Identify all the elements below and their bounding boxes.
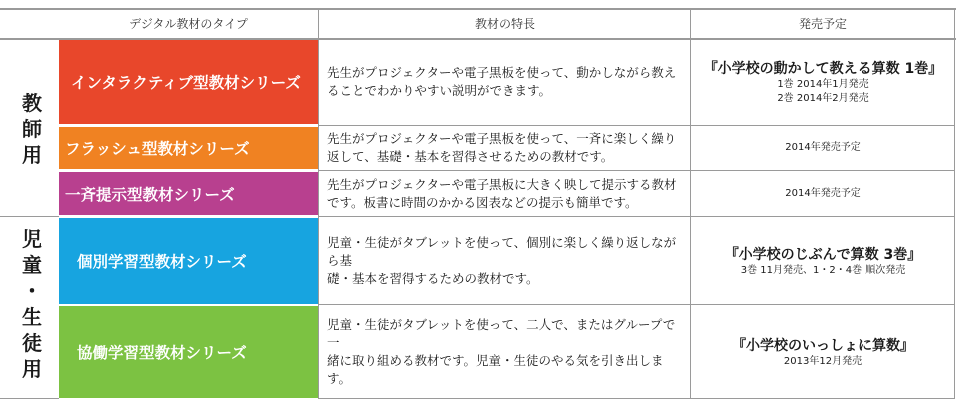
- feature-line: 児童・生徒がタブレットを使って、個別に楽しく繰り返しながら基: [327, 234, 677, 268]
- divider: [690, 10, 691, 399]
- type-label: フラッシュ型教材シリーズ: [65, 140, 250, 158]
- type-flash: [59, 127, 318, 169]
- feature-line: 先生がプロジェクターや電子黒板に大きく映して提示する教材: [327, 176, 677, 192]
- type-label: インタラクティブ型教材シリーズ: [71, 74, 301, 92]
- feature-flash: [320, 126, 690, 170]
- release-flash: [692, 126, 954, 170]
- release-line: 2013年12月発売: [783, 355, 863, 367]
- feature-line: です。板書に時間のかかる図表などの提示も簡単です。: [327, 194, 638, 210]
- feature-individual: [320, 217, 690, 304]
- feature-line: 礎・基本を習得するための教材です。: [327, 270, 539, 286]
- feature-interactive: [320, 40, 690, 124]
- type-label: 個別学習型教材シリーズ: [77, 253, 247, 271]
- feature-line: 児童・生徒がタブレットを使って、二人で、またはグループで一: [327, 316, 676, 350]
- divider: [0, 398, 59, 399]
- type-presentation: [59, 172, 318, 215]
- release-presentation: [692, 171, 954, 216]
- type-label: 協働学習型教材シリーズ: [77, 344, 247, 362]
- release-title: 『小学校のじぶんで算数 3巻』: [724, 246, 922, 263]
- release-individual: [692, 217, 954, 304]
- table-header: [0, 8, 956, 40]
- divider: [318, 398, 955, 399]
- release-title: 『小学校のいっしょに算数』: [732, 337, 914, 354]
- release-line: 2巻 2014年2月発売: [777, 93, 869, 104]
- header-release: 発売予定: [798, 17, 847, 31]
- release-collaborative: [692, 305, 954, 398]
- feature-line: 先生がプロジェクターや電子黒板を使って、一斉に楽しく繰り: [327, 131, 677, 146]
- divider: [954, 10, 955, 399]
- type-individual: [59, 218, 318, 304]
- release-line: 2014年発売予定: [785, 142, 861, 153]
- release-line: 1巻 2014年1月発売: [777, 79, 869, 90]
- feature-line: 緒に取り組める教材です。児童・生徒のやる気を引き出します。: [327, 352, 664, 386]
- group-label-teacher: 教 師 用: [22, 91, 42, 167]
- type-collaborative: [59, 306, 318, 398]
- feature-line: 返して、基礎・基本を習得させるための教材です。: [327, 149, 614, 164]
- type-label: 一斉提示型教材シリーズ: [65, 185, 235, 204]
- divider: [318, 10, 319, 399]
- divider: [0, 216, 59, 217]
- release-line: 2014年発売予定: [785, 187, 861, 199]
- feature-presentation: [320, 171, 690, 216]
- feature-line: 先生がプロジェクターや電子黒板を使って、動かしながら教え: [327, 65, 677, 80]
- header-type: デジタル教材のタイプ: [129, 17, 248, 31]
- release-line: 3巻 11月発売、1・2・4巻 順次発売: [740, 264, 906, 276]
- header-feature: 教材の特長: [474, 17, 535, 31]
- feature-collaborative: [320, 305, 690, 398]
- type-interactive: [59, 40, 318, 124]
- release-interactive: [692, 40, 954, 124]
- release-title: 『小学校の動かして教える算数 1巻』: [703, 61, 943, 77]
- feature-line: ることでわかりやすい説明ができます。: [327, 83, 552, 98]
- group-label-student: 児 童 ・ 生 徒 用: [22, 227, 42, 381]
